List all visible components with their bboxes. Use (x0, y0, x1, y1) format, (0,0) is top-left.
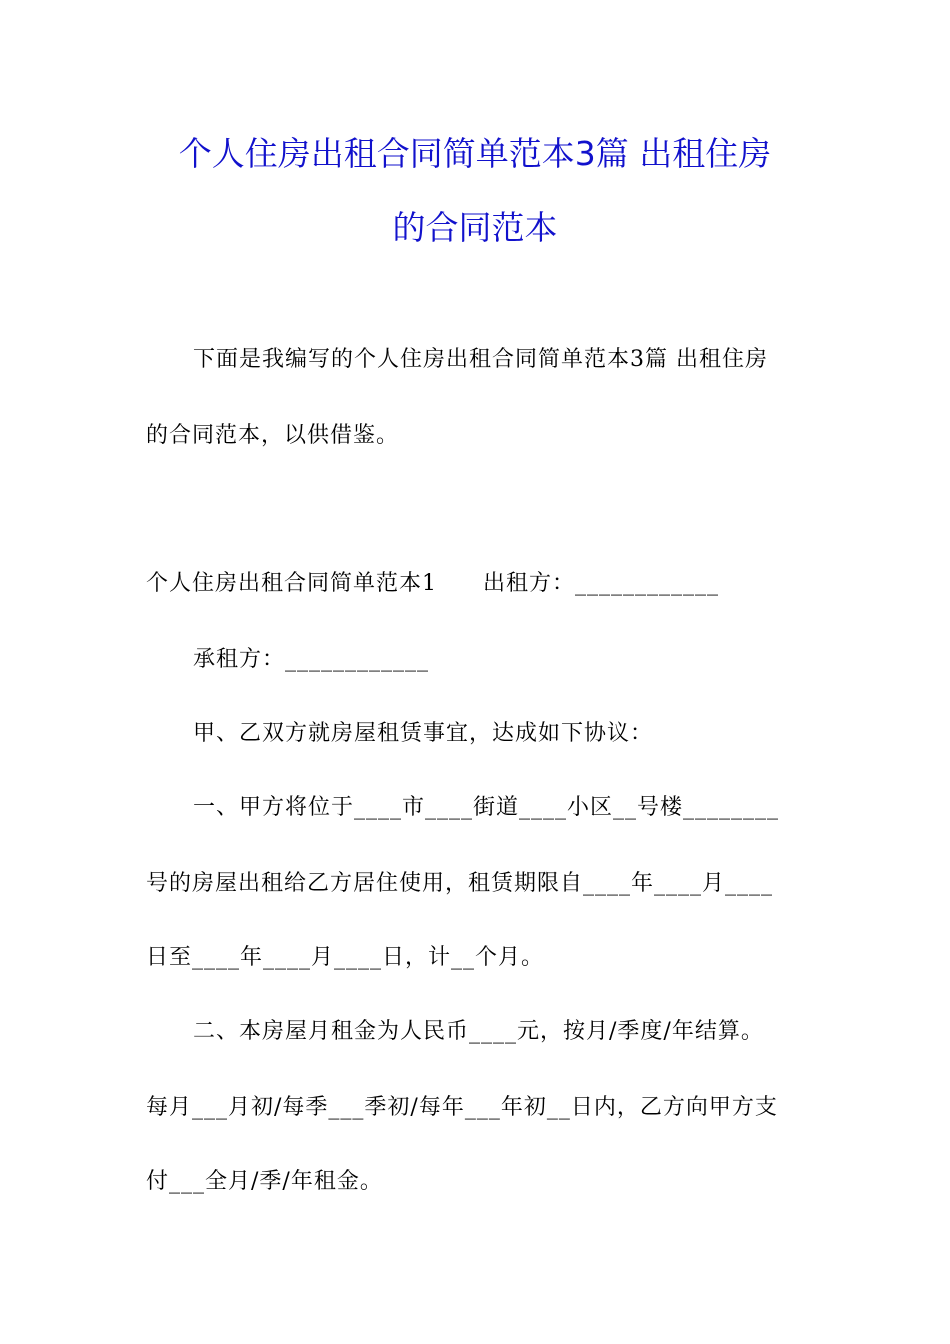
intro-paragraph-line-2: 的合同范本，以供借鉴。 (146, 423, 400, 448)
intro-paragraph-line-1: 下面是我编写的个人住房出租合同简单范本3篇 出租住房 (193, 347, 768, 372)
clause-1-line-2: 号的房屋出租给乙方居住使用，租赁期限自____年____月____ (146, 871, 774, 896)
document-title-line-2: 的合同范本 (392, 208, 558, 247)
clause-1-line-1: 一、甲方将位于____市____街道____小区__号楼________ (193, 795, 780, 820)
clause-2-line-1: 二、本房屋月租金为人民币____元，按月/季度/年结算。 (193, 1019, 764, 1044)
agreement-line: 甲、乙双方就房屋租赁事宜，达成如下协议： (193, 721, 654, 746)
clause-2-line-3: 付___全月/季/年租金。 (146, 1169, 383, 1194)
clause-1-line-3: 日至____年____月____日，计__个月。 (146, 945, 545, 970)
lessee-line: 承租方：____________ (193, 647, 430, 672)
document-title-line-1: 个人住房出租合同简单范本3篇 出租住房 (178, 134, 772, 173)
clause-2-line-2: 每月___月初/每季___季初/每年___年初__日内，乙方向甲方支 (146, 1095, 778, 1120)
contract-heading-lessor: 个人住房出租合同简单范本1 出租方：____________ (146, 571, 719, 596)
